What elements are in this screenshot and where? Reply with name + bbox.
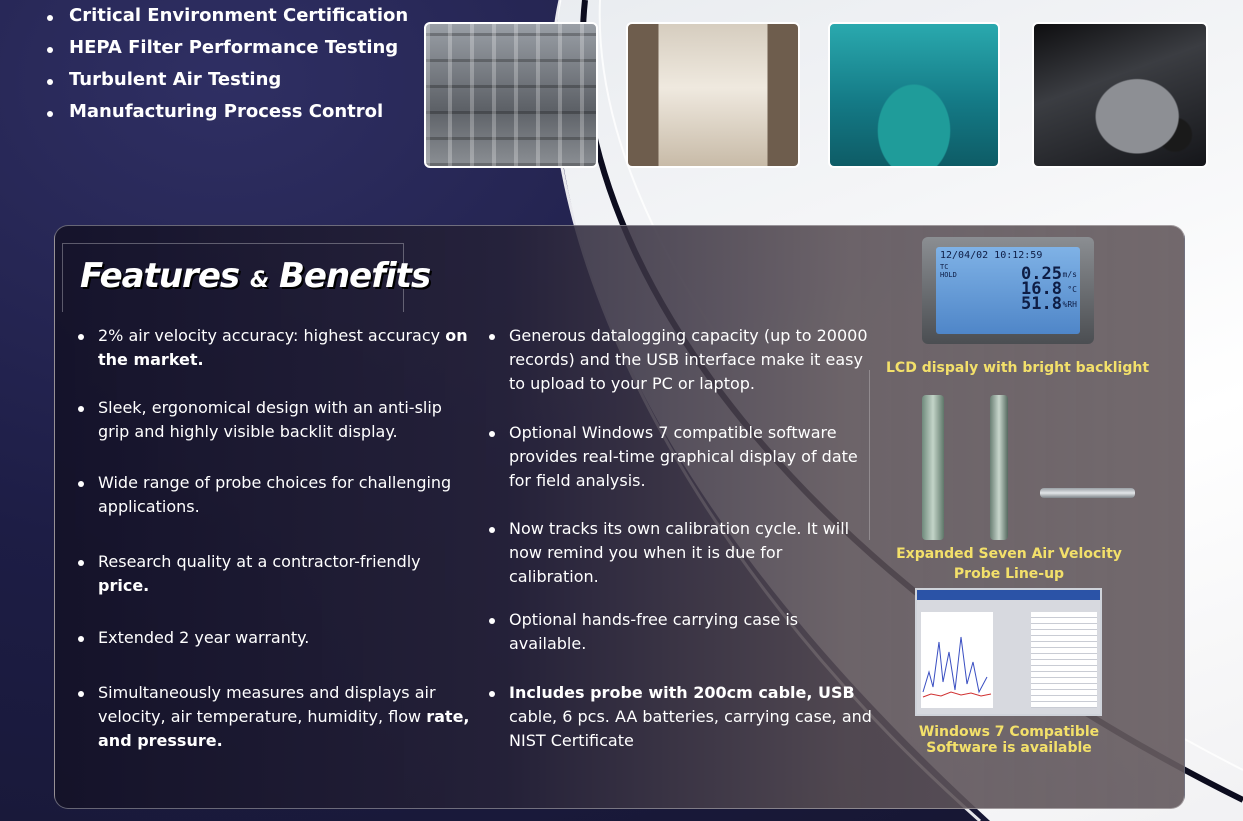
software-caption-line2: Software is available xyxy=(926,740,1092,756)
feature-text: Optional Windows 7 compatible software provides real-time graphical display of date for field analysis. xyxy=(509,423,858,490)
application-item: Manufacturing Process Control xyxy=(45,96,408,128)
probe-image-telescopic xyxy=(990,395,1008,540)
software-data-table xyxy=(1031,612,1097,708)
feature-item xyxy=(74,471,474,519)
probe-image-straight xyxy=(922,395,944,540)
features-benefits-title xyxy=(80,256,430,296)
photo-wind-tunnel-car xyxy=(1032,22,1208,168)
feature-item xyxy=(485,421,875,493)
lcd-caption: LCD dispaly with bright backlight xyxy=(886,360,1150,376)
feature-text-bold: Includes probe with 200cm cable, USB xyxy=(509,683,855,702)
feature-item xyxy=(485,324,875,396)
lcd-unit: °C xyxy=(1067,285,1077,294)
software-graph xyxy=(921,612,993,708)
feature-text-bold: rate, and pressure. xyxy=(98,707,470,750)
feature-text: Sleek, ergonomical design with an anti-slip grip and highly visible backlit display. xyxy=(98,398,442,441)
feature-text: Extended 2 year warranty. xyxy=(98,628,310,647)
applications-list xyxy=(45,0,408,128)
software-screenshot-image xyxy=(915,588,1102,716)
lcd-display-image xyxy=(922,237,1094,344)
probe-caption-line2: Probe Line-up xyxy=(953,566,1065,582)
feature-item xyxy=(74,681,474,753)
software-caption-line1: Windows 7 Compatible xyxy=(918,724,1100,740)
feature-text: Now tracks its own calibration cycle. It will now remind you when it is due for calibration. xyxy=(509,519,850,586)
photo-cleanroom-ducts xyxy=(424,22,598,168)
application-item: Turbulent Air Testing xyxy=(45,64,408,96)
feature-text: Simultaneously measures and displays air velocity, air temperature, humidity, flow xyxy=(98,683,436,726)
feature-text: cable, 6 pcs. AA batteries, carrying case, and NIST Certificate xyxy=(509,707,872,750)
feature-item xyxy=(485,517,875,589)
lcd-unit: %RH xyxy=(1062,300,1077,309)
feature-text: Generous datalogging capacity (up to 20000 records) and the USB interface make it easy to upload to your PC or laptop. xyxy=(509,326,868,393)
title-features: Features xyxy=(80,256,240,296)
probe-caption-line1: Expanded Seven Air Velocity xyxy=(896,546,1122,562)
feature-text: Optional hands-free carrying case is available. xyxy=(509,610,799,653)
software-titlebar xyxy=(917,590,1100,600)
application-item: Critical Environment Certification xyxy=(45,0,408,32)
feature-text: Wide range of probe choices for challenging applications. xyxy=(98,473,452,516)
feature-item xyxy=(485,681,875,753)
feature-text-bold: on the market. xyxy=(98,326,468,369)
photo-operating-room xyxy=(828,22,1000,168)
vertical-divider xyxy=(869,370,870,540)
feature-text: Research quality at a contractor-friendly xyxy=(98,552,421,571)
feature-text-bold: price. xyxy=(98,576,150,595)
feature-item xyxy=(74,626,474,650)
feature-text: 2% air velocity accuracy: highest accuracy xyxy=(98,326,441,345)
lcd-screen xyxy=(936,247,1080,334)
lcd-unit: m/s xyxy=(1062,270,1077,279)
probe-image-angled xyxy=(1040,488,1135,498)
photo-fume-hood-lab xyxy=(626,22,800,168)
lcd-value-temperature: 16.8 xyxy=(1021,279,1062,299)
lcd-value-humidity: 51.8 xyxy=(1021,294,1062,314)
title-ampersand: & xyxy=(249,268,269,293)
application-item: HEPA Filter Performance Testing xyxy=(45,32,408,64)
feature-item xyxy=(74,396,474,444)
lcd-tag: TC HOLD xyxy=(940,263,957,279)
feature-item xyxy=(74,550,474,598)
title-benefits: Benefits xyxy=(279,256,431,296)
lcd-date: 12/04/02 10:12:59 xyxy=(940,250,1043,261)
software-graph-lines xyxy=(921,612,993,708)
lcd-value-velocity: 0.25 xyxy=(1021,264,1062,284)
feature-item xyxy=(485,608,875,656)
feature-item xyxy=(74,324,474,372)
